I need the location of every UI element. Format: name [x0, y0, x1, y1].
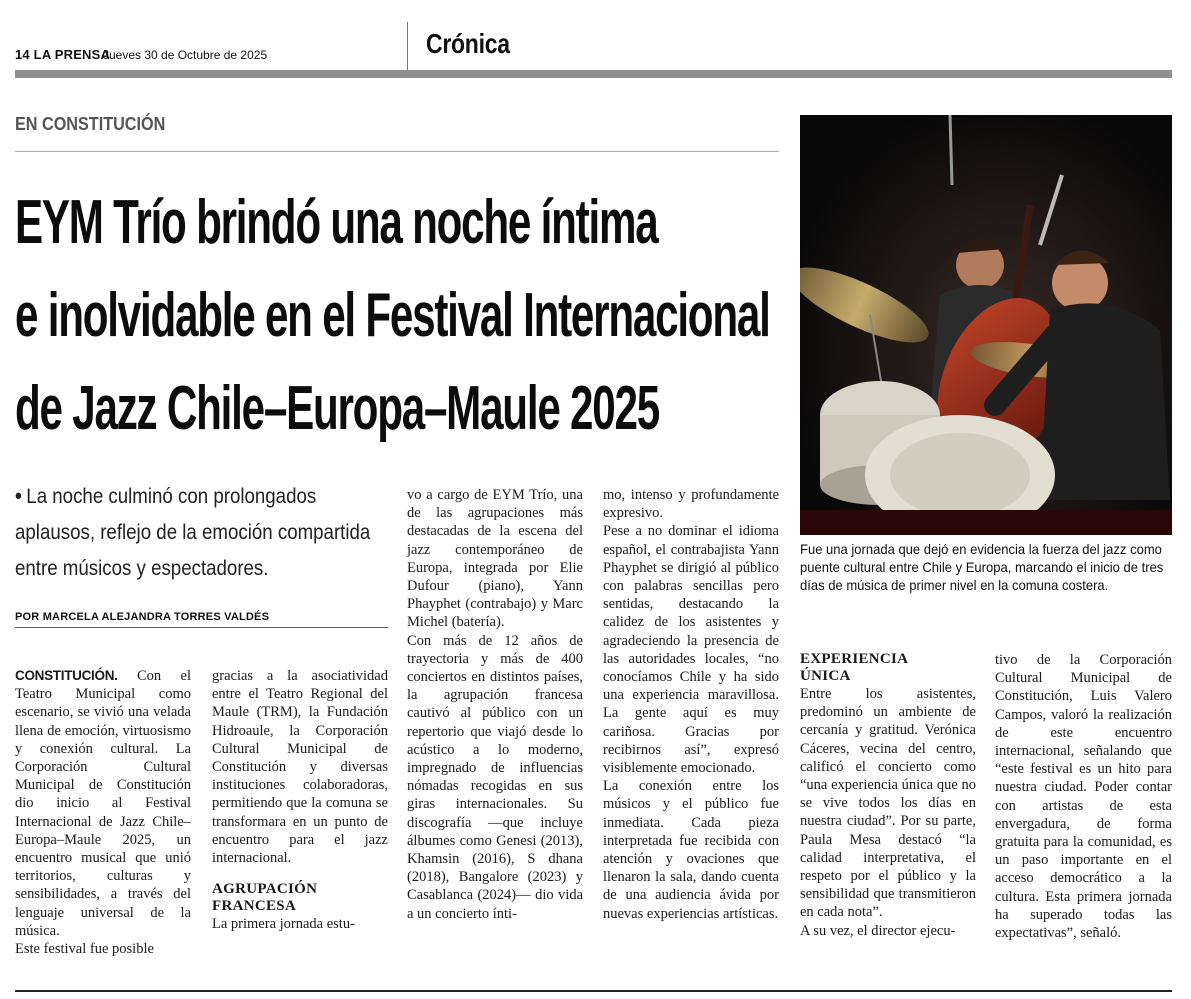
summary-text: La noche culminó con prolongados aplausos, reflejo de la emoción compartida entre músicos y espectadores. — [15, 485, 371, 580]
header-divider — [407, 22, 408, 72]
column-1-text: Con el Teatro Municipal como escenario, se vivió una velada llena de emoción, virtuosismo y conexión cultural. La Corporación Cultural Municipal de Constitución dio inicio al Festival Internacional de Jazz Chile–Europa–Maule 2025, un encuentro musical que unió territorios, culturas y sensibilidades, a través del lenguaje universal de la música. — [15, 668, 191, 939]
column-3-paragraph-2: Con más de 12 años de trayectoria y más de 400 conciertos en distintos países, la agrupación francesa cautivó al público con un repertorio que viajó desde lo acústico a lo moderno, impregnado de influencias nómadas recogidas en sus giras internacionales. Su discografía —que incluye álbumes como Genesi (2013), Khamsin (2016), S dhana (2018), Bangalore (2023) y Casablanca (2024)— dio vida a un concierto ínti- — [407, 632, 583, 922]
body-column-4 — [603, 486, 779, 923]
column-6-paragraph-1: tivo de la Corporación Cultural Municipal de Constitución, Luis Valero Campos, valoró la realización de este encuentro internacional, señalando que “este festival es un hito para nuestra ciudad. Poder contar con artistas de esta envergadura, de forma gratuita para la comunidad, es un paso importante en el acceso democrático a la cultura. Esta primera jornada ha superado todas las expectativas”, señaló. — [995, 652, 1172, 942]
page-folio: 14 LA PRENSA — [15, 47, 111, 62]
concert-photo-illustration — [800, 115, 1172, 535]
article-kicker: EN CONSTITUCIÓN — [15, 114, 166, 134]
column-1-paragraph-1 — [15, 667, 191, 940]
column-4-paragraph-3: La conexión entre los músicos y el público fue inmediata. Cada pieza interpretada fue recibida con atención y ovaciones que llenaron la sala, dando cuenta de una audiencia ávida por nuevas experiencias artísticas. — [603, 778, 779, 922]
column-4-paragraph-1: mo, intenso y profundamente expresivo. — [603, 487, 779, 522]
column-4-paragraph-2: Pese a no dominar el idioma español, el contrabajista Yann Phayphet se dirigió al público con palabras sencillas pero sentidas, destacando la calidez de los asistentes y agradeciendo la presencia de las autoridades locales, “no conocíamos Chile y ha sido una experiencia maravillosa. La gente aquí es muy cariñosa. Gracias por recibirnos así”, expresó visiblemente emocionado. — [603, 523, 779, 777]
dateline: CONSTITUCIÓN. — [15, 668, 118, 683]
headline-line-2: e inolvidable en el Festival Internacional — [15, 281, 770, 350]
kicker-rule — [15, 151, 779, 152]
article-headline — [15, 176, 770, 455]
bullet-icon: • — [15, 483, 22, 508]
footer-rule — [15, 990, 1172, 992]
subhead-agrupacion: AGRUPACIÓN FRANCESA — [212, 881, 318, 915]
column-3-paragraph-1: vo a cargo de EYM Trío, una de las agrupaciones más destacadas de la escena del jazz contemporáneo de Europa, integrada por Elie Dufour (piano), Yann Phayphet (contrabajo) y Marc Michel (batería). — [407, 487, 583, 631]
article-byline: POR MARCELA ALEJANDRA TORRES VALDÉS — [15, 611, 270, 623]
headline-line-1: EYM Trío brindó una noche íntima — [15, 188, 658, 257]
header-bar — [15, 70, 1172, 78]
publication-date: Jueves 30 de Octubre de 2025 — [103, 48, 268, 62]
body-column-3 — [407, 486, 583, 923]
byline-rule — [15, 627, 388, 628]
column-2-paragraph-2: La primera jornada estu- — [212, 916, 355, 933]
column-2-paragraph-1: gracias a la asociatividad entre el Teatro Regional del Maule (TRM), la Fundación Hidroaule, la Corporación Cultural Municipal de Constitución y diversas instituciones colaboradoras, permitiendo que la comuna se transformara en un punto de encuentro para el jazz internacional. — [212, 668, 388, 867]
column-5-paragraph-1: Entre los asistentes, predominó un ambiente de cercanía y gratitud. Verónica Cáceres, vecina del centro, calificó el concierto como “una experiencia única que no se vive todos los días en nuestra ciudad”. Por su parte, Paula Mesa destacó “la calidad interpretativa, el respeto por el público y la sensibilidad que transmitieron en cada nota”. — [800, 686, 976, 921]
headline-line-3: de Jazz Chile–Europa–Maule 2025 — [15, 374, 659, 443]
body-column-5 — [800, 651, 976, 940]
body-column-6 — [995, 651, 1172, 942]
body-column-1 — [15, 667, 191, 958]
column-1-paragraph-2: Este festival fue posible — [15, 941, 154, 958]
photo-caption: Fue una jornada que dejó en evidencia la fuerza del jazz como puente cultural entre Chile y Europa, marcando el inicio de tres días de música de primer nivel en la comuna costera. — [800, 541, 1164, 593]
subhead-experiencia: EXPERIENCIA ÚNICA — [800, 651, 909, 684]
concert-photo — [800, 115, 1172, 535]
section-title: Crónica — [426, 28, 510, 59]
column-5-paragraph-2: A su vez, el director ejecu- — [800, 922, 956, 939]
body-column-2 — [212, 667, 388, 933]
article-summary — [15, 478, 389, 587]
